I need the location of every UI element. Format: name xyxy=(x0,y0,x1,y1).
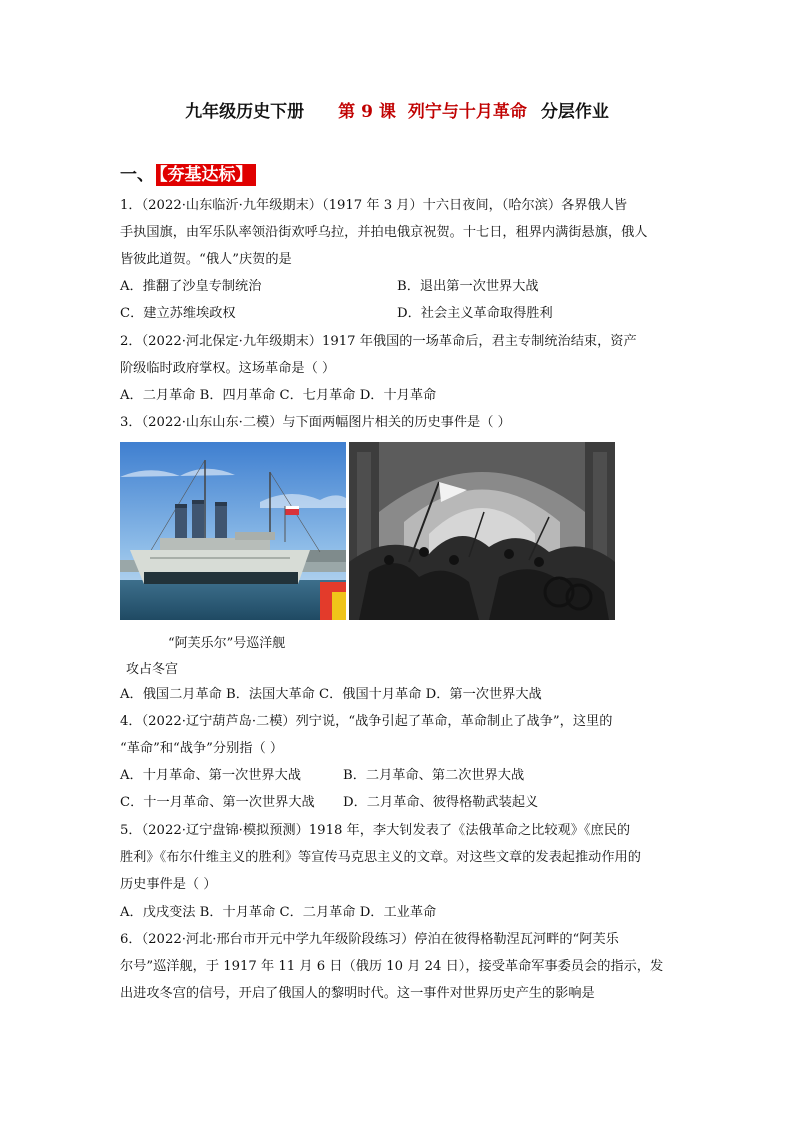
title-suffix: 分层作业 xyxy=(540,102,609,122)
q1-option-a[interactable]: A．推翻了沙皇专制统治 xyxy=(120,279,262,294)
q1-option-d[interactable]: D．社会主义革命取得胜利 xyxy=(397,306,553,321)
q5-options[interactable]: A．戊戌变法 B．十月革命 C．二月革命 D．工业革命 xyxy=(120,905,437,920)
q5-line1: 5．（2022·辽宁盘锦·模拟预测）1918 年，李大钊发表了《法俄革命之比较观》《庶民的 xyxy=(120,823,631,838)
title-lesson: 第 9 课 xyxy=(338,102,396,122)
q1-line2: 手执国旗，由军乐队率领沿街欢呼乌拉，并拍电俄京祝贺。十七日，租界内满街悬旗，俄人 xyxy=(120,225,648,240)
q6-line3: 出进攻冬宫的信号，开启了俄国人的黎明时代。这一事件对世界历史产生的影响是 xyxy=(120,986,595,1001)
q4-line2: “革命”和“战争”分别指（ ） xyxy=(120,741,284,756)
q4-option-a[interactable]: A．十月革命、第一次世界大战 xyxy=(120,768,301,783)
q4-option-b[interactable]: B．二月革命、第二次世界大战 xyxy=(343,768,525,783)
q1-line3: 皆彼此道贺。“俄人”庆贺的是 xyxy=(120,252,292,267)
aurora-cruiser-photo xyxy=(120,442,346,620)
q2-line1: 2．（2022·河北保定·九年级期末）1917 年俄国的一场革命后，君主专制统治结束，资产 xyxy=(120,334,637,349)
q5-line3: 历史事件是（ ） xyxy=(120,877,217,892)
section-tag: 【夯基达标】 xyxy=(156,164,256,186)
q3-options[interactable]: A．俄国二月革命 B．法国大革命 C．俄国十月革命 D．第一次世界大战 xyxy=(120,687,542,702)
storming-winter-palace-illustration xyxy=(349,442,615,620)
q1-option-b[interactable]: B．退出第一次世界大战 xyxy=(397,279,539,294)
section-prefix: 一、 xyxy=(120,165,154,185)
q3-line1: 3．（2022·山东山东·二模）与下面两幅图片相关的历史事件是（ ） xyxy=(120,415,511,430)
q2-line2: 阶级临时政府掌权。这场革命是（ ） xyxy=(120,361,336,376)
q4-line1: 4．（2022·辽宁葫芦岛·二模）列宁说，“战争引起了革命，革命制止了战争”，这里的 xyxy=(120,714,613,729)
q4-option-c[interactable]: C．十一月革命、第一次世界大战 xyxy=(120,795,315,810)
q2-options[interactable]: A．二月革命 B．四月革命 C．七月革命 D．十月革命 xyxy=(120,388,437,403)
q1-option-c[interactable]: C．建立苏维埃政权 xyxy=(120,306,236,321)
q3-caption-palace: 攻占冬宫 xyxy=(126,662,179,677)
title-topic: 列宁与十月革命 xyxy=(407,102,527,122)
q6-line2: 尔号”巡洋舰，于 1917 年 11 月 6 日（俄历 10 月 24 日），接受革命军事委员会的指示，发 xyxy=(120,959,664,974)
q6-line1: 6．（2022·河北·邢台市开元中学九年级阶段练习）停泊在彼得格勒涅瓦河畔的“阿芙乐 xyxy=(120,932,619,947)
q3-caption-aurora: “阿芙乐尔”号巡洋舰 xyxy=(168,636,286,651)
q4-option-d[interactable]: D．二月革命、彼得格勒武装起义 xyxy=(343,795,539,810)
storming-winter-palace-photo xyxy=(349,442,615,620)
page-title xyxy=(0,97,794,122)
aurora-cruiser-illustration xyxy=(120,442,346,620)
q5-line2: 胜利》《布尔什维主义的胜利》等宣传马克思主义的文章。对这些文章的发表起推动作用的 xyxy=(120,850,641,865)
section-heading xyxy=(120,160,256,185)
q1-line1: 1．（2022·山东临沂·九年级期末）（1917 年 3 月）十六日夜间，（哈尔滨）各界俄人皆 xyxy=(120,198,628,213)
title-grade: 九年级历史下册 xyxy=(185,102,305,122)
